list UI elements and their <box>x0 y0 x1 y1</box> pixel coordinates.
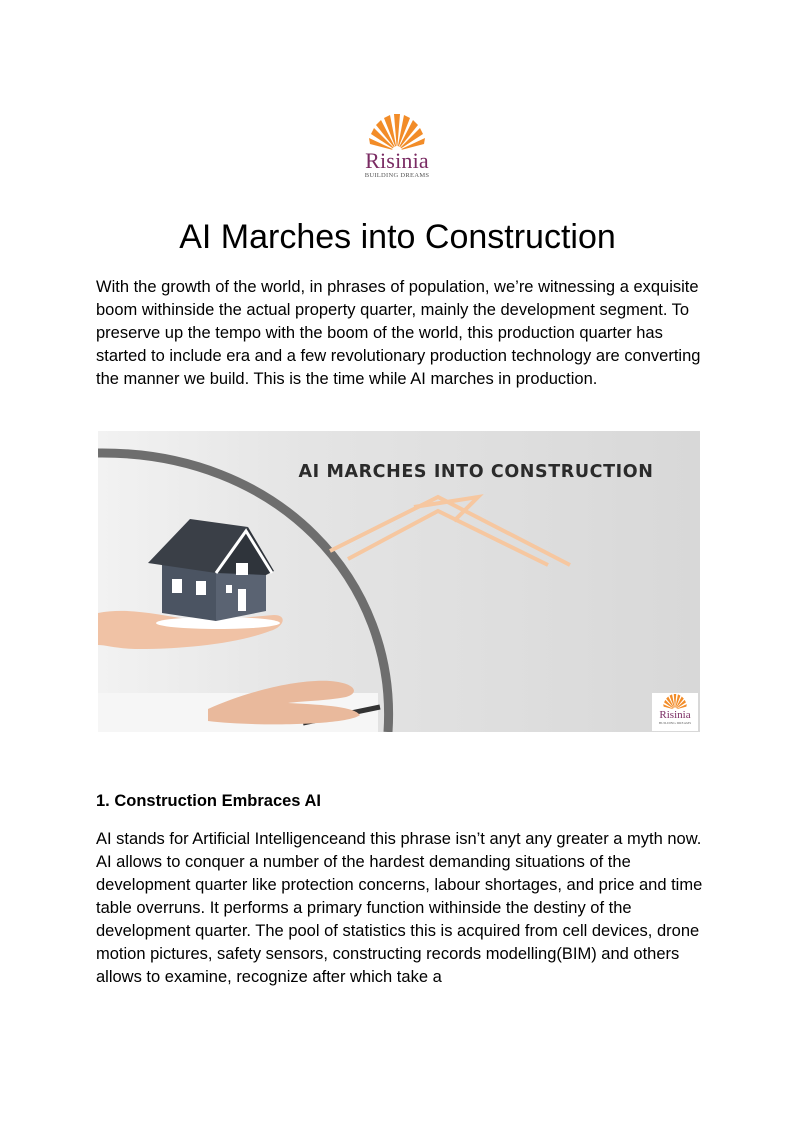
intro-paragraph: With the growth of the world, in phrases of population, we’re witnessing a exquisite boom withinside the actual property quarter, mainly the development segment. To preserve up the tempo with the boom of the world, this production quarter has started to include era and a few revolutionary production technology are converting the manner we build. This is the time while AI marches in production. <box>96 278 701 388</box>
brand-tagline: BUILDING DREAMS <box>364 172 430 179</box>
section-heading: 1. Construction Embraces AI <box>96 792 321 810</box>
brand-name: Risinia <box>365 148 429 173</box>
sunburst-logo-icon <box>364 114 430 152</box>
hero-logo-name: Risinia <box>659 709 691 721</box>
hero-logo-tagline: BUILDING DREAMS <box>658 721 692 725</box>
document-title: AI Marches into Construction <box>179 218 616 256</box>
hero-image <box>98 431 700 732</box>
section-paragraph: AI stands for Artificial Intelligenceand this phrase isn’t anyt any greater a myth now. AI allows to conquer a number of the hardest demanding situations of the development quarter like protection concerns, labour shortages, and price and time table overruns. It performs a primary function withinside the destiny of the development quarter. The pool of statistics this is acquired from cell devices, drone motion pictures, safety sensors, constructing records modelling(BIM) and others allows to examine, recognize after which take a <box>96 830 703 986</box>
hero-watermark-logo <box>652 693 698 731</box>
sunburst-logo-icon <box>660 694 690 710</box>
hero-caption: AI MARCHES INTO CONSTRUCTION <box>298 462 654 482</box>
brand-logo <box>352 114 442 188</box>
